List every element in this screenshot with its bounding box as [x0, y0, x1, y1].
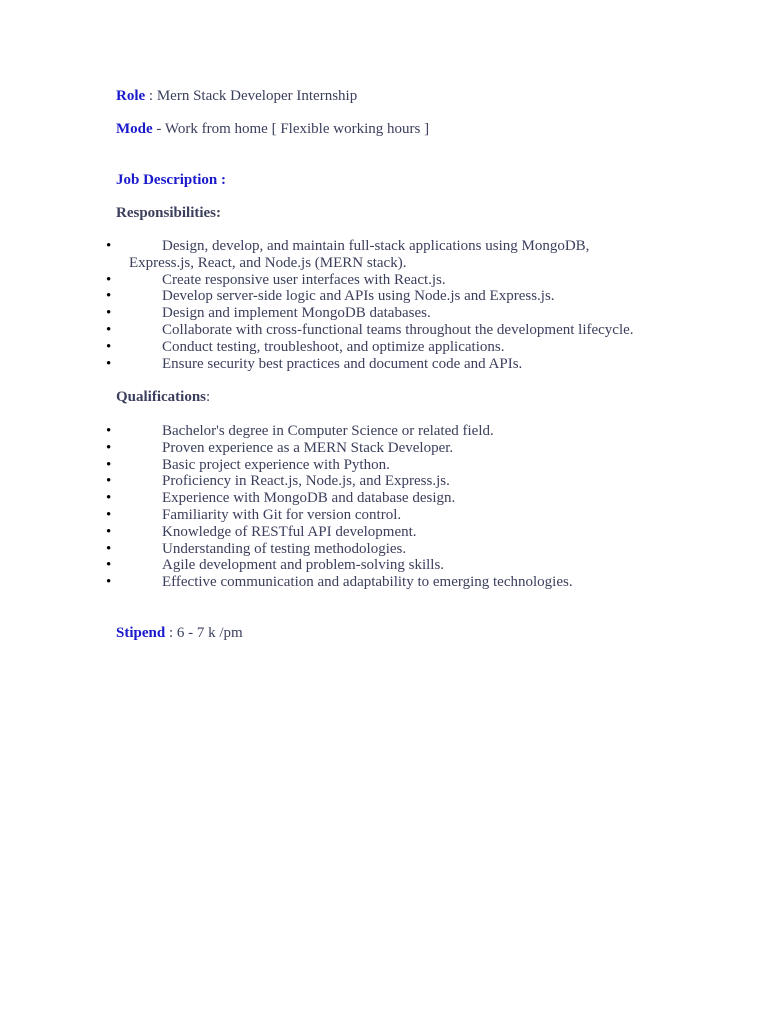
stipend-value: 6 - 7 k /pm: [176, 625, 243, 641]
list-item: [0, 457, 768, 474]
bullet-icon: •: [106, 523, 112, 540]
list-item: [0, 490, 768, 507]
bullet-icon: •: [106, 288, 112, 305]
list-item-text: Basic project experience with Python.: [162, 456, 390, 473]
bullet-icon: •: [106, 271, 112, 288]
stipend-label: Stipend: [116, 625, 166, 641]
list-item: [0, 238, 768, 272]
list-item: [0, 339, 768, 356]
list-item: [0, 524, 768, 541]
role-value: Mern Stack Developer Internship: [156, 88, 358, 104]
list-item-continuation: Express.js, React, and Node.js (MERN stack).: [129, 254, 407, 271]
list-item-text: Conduct testing, troubleshoot, and optimize applications.: [162, 338, 505, 355]
bullet-icon: •: [106, 439, 112, 456]
list-item-text: Understanding of testing methodologies.: [162, 540, 407, 557]
bullet-icon: •: [106, 557, 112, 574]
list-item-text: Experience with MongoDB and database design.: [162, 490, 456, 507]
list-item-text: Ensure security best practices and document code and APIs.: [162, 355, 523, 372]
job-description-heading: Job Description :: [116, 172, 226, 188]
qualifications-list: [0, 423, 768, 591]
list-item: [0, 305, 768, 322]
list-item: [0, 322, 768, 339]
bullet-icon: •: [106, 574, 112, 591]
list-item-text: Knowledge of RESTful API development.: [162, 523, 417, 540]
bullet-icon: •: [106, 473, 112, 490]
responsibilities-heading: Responsibilities:: [116, 205, 222, 221]
list-item-text: Effective communication and adaptability to emerging technologies.: [162, 574, 573, 591]
bullet-icon: •: [106, 423, 112, 439]
bullet-icon: •: [106, 338, 112, 355]
list-item-text: Collaborate with cross-functional teams throughout the development lifecycle.: [162, 321, 634, 338]
list-item-text: Bachelor's degree in Computer Science or related field.: [162, 423, 494, 439]
mode-value: Work from home [ Flexible working hours ]: [164, 121, 430, 137]
list-item: [0, 507, 768, 524]
bullet-icon: •: [106, 355, 112, 372]
role-label: Role: [116, 88, 146, 104]
list-item: [0, 557, 768, 574]
qualifications-heading-suffix: :: [206, 389, 211, 405]
list-item-text: Familiarity with Git for version control.: [162, 506, 402, 523]
mode-line: [116, 121, 429, 138]
bullet-icon: •: [106, 238, 112, 254]
list-item: [0, 272, 768, 289]
stipend-separator: :: [165, 625, 177, 641]
list-item-text: Create responsive user interfaces with React.js.: [162, 271, 446, 288]
bullet-icon: •: [106, 506, 112, 523]
list-item: [0, 473, 768, 490]
role-line: [116, 88, 357, 105]
list-item-text: Design and implement MongoDB databases.: [162, 305, 431, 322]
bullet-icon: •: [106, 540, 112, 557]
qualifications-heading: Qualifications: [116, 389, 207, 405]
list-item-text: Proficiency in React.js, Node.js, and Express.js.: [162, 473, 450, 490]
mode-label: Mode: [116, 121, 153, 137]
qualifications-heading-line: [116, 389, 210, 406]
list-item: [0, 574, 768, 591]
role-separator: :: [145, 88, 157, 104]
bullet-icon: •: [106, 321, 112, 338]
list-item: [0, 541, 768, 558]
stipend-line: [116, 625, 243, 642]
bullet-icon: •: [106, 456, 112, 473]
list-item: [0, 356, 768, 373]
responsibilities-list: [0, 238, 768, 372]
list-item-text: Design, develop, and maintain full-stack applications using MongoDB,: [162, 238, 590, 254]
mode-separator: -: [152, 121, 165, 137]
list-item: [0, 288, 768, 305]
list-item-text: Agile development and problem-solving skills.: [162, 557, 445, 574]
list-item: [0, 423, 768, 440]
list-item-text: Proven experience as a MERN Stack Developer.: [162, 439, 454, 456]
bullet-icon: •: [106, 490, 112, 507]
bullet-icon: •: [106, 305, 112, 322]
list-item: [0, 440, 768, 457]
list-item-text: Develop server-side logic and APIs using Node.js and Express.js.: [162, 288, 555, 305]
